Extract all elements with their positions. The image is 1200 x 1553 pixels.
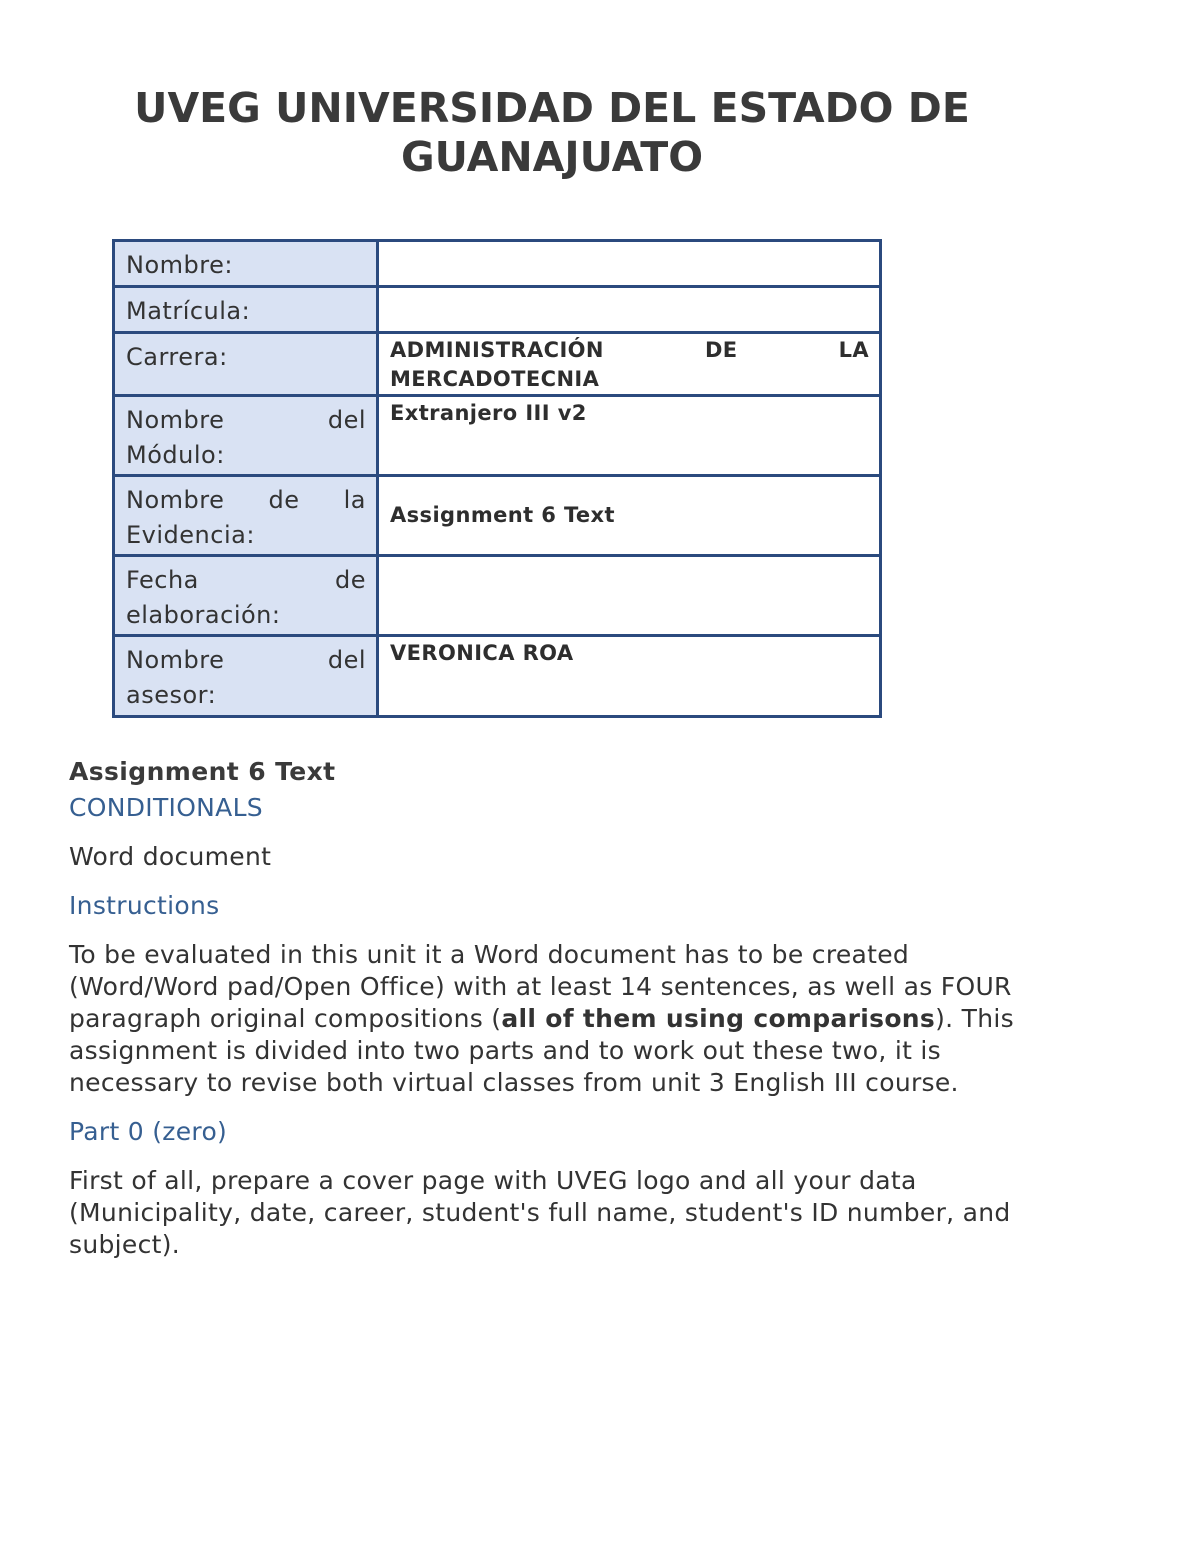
value-modulo: Extranjero III v2: [378, 396, 881, 476]
assignment-title: Assignment 6 Text: [69, 757, 336, 786]
value-carrera-line-1: ADMINISTRACIÓN DE LA: [390, 338, 869, 362]
value-evidencia: Assignment 6 Text: [378, 476, 881, 556]
table-row-modulo: [114, 396, 881, 476]
label-nombre: Nombre:: [114, 241, 378, 287]
instructions-emphasis: all of them using comparisons: [501, 1004, 936, 1033]
label-evidencia: Nombre de la Evidencia:: [114, 476, 378, 556]
value-fecha: [378, 556, 881, 636]
part0-paragraph: First of all, prepare a cover page with UVEG logo and all your data (Municipality, date, career, student's full name, student's ID number, and subject).: [69, 1166, 1011, 1259]
conditionals-heading: CONDITIONALS: [69, 793, 263, 822]
table-row-nombre: [114, 241, 881, 287]
assignment-content: [69, 752, 1049, 1261]
student-info-table: [112, 239, 882, 718]
value-matricula: [378, 287, 881, 333]
value-asesor: VERONICA ROA: [378, 636, 881, 717]
value-carrera-line-2: MERCADOTECNIA: [390, 367, 600, 391]
table-row-fecha: [114, 556, 881, 636]
label-modulo: Nombre del Módulo:: [114, 396, 378, 476]
part0-heading: Part 0 (zero): [69, 1117, 228, 1146]
value-nombre: [378, 241, 881, 287]
label-fecha: Fecha de elaboración:: [114, 556, 378, 636]
table-row-carrera: [114, 333, 881, 396]
instructions-paragraph: [69, 939, 1049, 1099]
instructions-heading: Instructions: [69, 891, 220, 920]
document-type: Word document: [69, 842, 272, 871]
title-line-2: GUANAJUATO: [400, 133, 704, 181]
value-carrera: [378, 333, 881, 396]
title-line-1: UVEG UNIVERSIDAD DEL ESTADO DE: [134, 84, 970, 132]
label-carrera: Carrera:: [114, 333, 378, 396]
label-matricula: Matrícula:: [114, 287, 378, 333]
page-title: [0, 84, 1104, 182]
instructions-text-1: To be evaluated in this unit it a Word document has to be created (Word/Word pad/Open Office) with at least 14 sentences, as well as FOUR paragraph original compositions (: [69, 940, 1012, 1033]
instructions-text-2: ). This assignment is divided into two parts and to work out these two, it is necessary to revise both virtual classes from unit 3 English III course.: [69, 1004, 1014, 1097]
table-row-asesor: [114, 636, 881, 717]
label-asesor: Nombre del asesor:: [114, 636, 378, 717]
table-row-evidencia: [114, 476, 881, 556]
table-row-matricula: [114, 287, 881, 333]
